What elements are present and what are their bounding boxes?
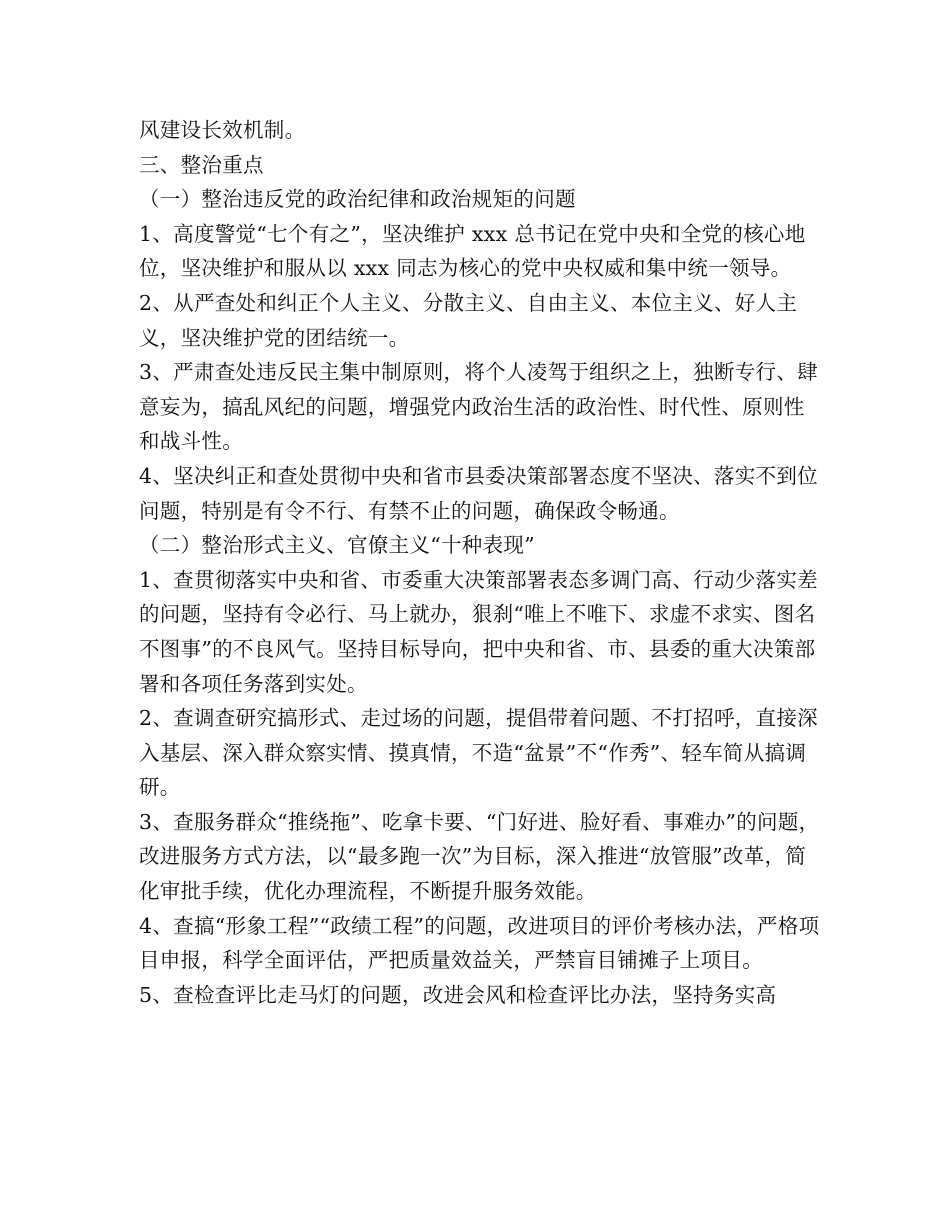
paragraph-formalism-2: 2、查调查研究搞形式、走过场的问题，提倡带着问题、不打招呼，直接深入基层、深入群众察实情、摸真情，不造“盆景”不“作秀”、轻车简从搞调研。: [139, 706, 818, 800]
paragraph-formalism-5: 5、查检查评比走马灯的问题，改进会风和检查评比办法，坚持务实高: [139, 982, 777, 1007]
paragraph-formalism-4: 4、查搞“形象工程”“政绩工程”的问题，改进项目的评价考核办法，严格项目申报，科学全面评估，严把质量效益关，严禁盲目铺摊子上项目。: [139, 913, 820, 973]
paragraph-formalism-3: 3、查服务群众“推绕拖”、吃拿卡要、“门好进、脸好看、事难办”的问题，改进服务方式方法，以“最多跑一次”为目标，深入推进“放管服”改革，简化审批手续，优化办理流程，不断提升服务效能。: [139, 809, 820, 904]
subsection-heading-discipline: （一）整治违反党的政治纪律和政治规矩的问题: [139, 187, 576, 212]
paragraph-formalism-1: 1、查贯彻落实中央和省、市委重大决策部署表态多调门高、行动少落实差的问题，坚持有令必行、马上就办，狠刹“唯上不唯下、求虚不求实、图名不图事”的不良风气。坚持目标导向，把中央和省、市、县委的重大决策部署和各项任务落到实处。: [139, 567, 818, 696]
paragraph-discipline-1: 1、高度警觉“七个有之”，坚决维护 xxx 总书记在党中央和全党的核心地位，坚决维护和服从以 xxx 同志为核心的党中央权威和集中统一领导。: [139, 221, 806, 281]
subsection-heading-formalism: （二）整治形式主义、官僚主义“十种表现”: [139, 533, 535, 558]
paragraph-discipline-2: 2、从严查处和纠正个人主义、分散主义、自由主义、本位主义、好人主义，坚决维护党的团结统一。: [139, 290, 798, 350]
paragraph-continuation: 风建设长效机制。: [139, 118, 306, 142]
document-body: [139, 113, 824, 1012]
section-heading-focus: 三、整治重点: [139, 152, 264, 177]
paragraph-discipline-3: 3、严肃查处违反民主集中制原则，将个人凌驾于组织之上，独断专行、肆意妄为，搞乱风纪的问题，增强党内政治生活的政治性、时代性、原则性和战斗性。: [139, 360, 818, 454]
paragraph-discipline-4: 4、坚决纠正和查处贯彻中央和省市县委决策部署态度不坚决、落实不到位问题，特别是有令不行、有禁不止的问题，确保政令畅通。: [139, 463, 818, 523]
